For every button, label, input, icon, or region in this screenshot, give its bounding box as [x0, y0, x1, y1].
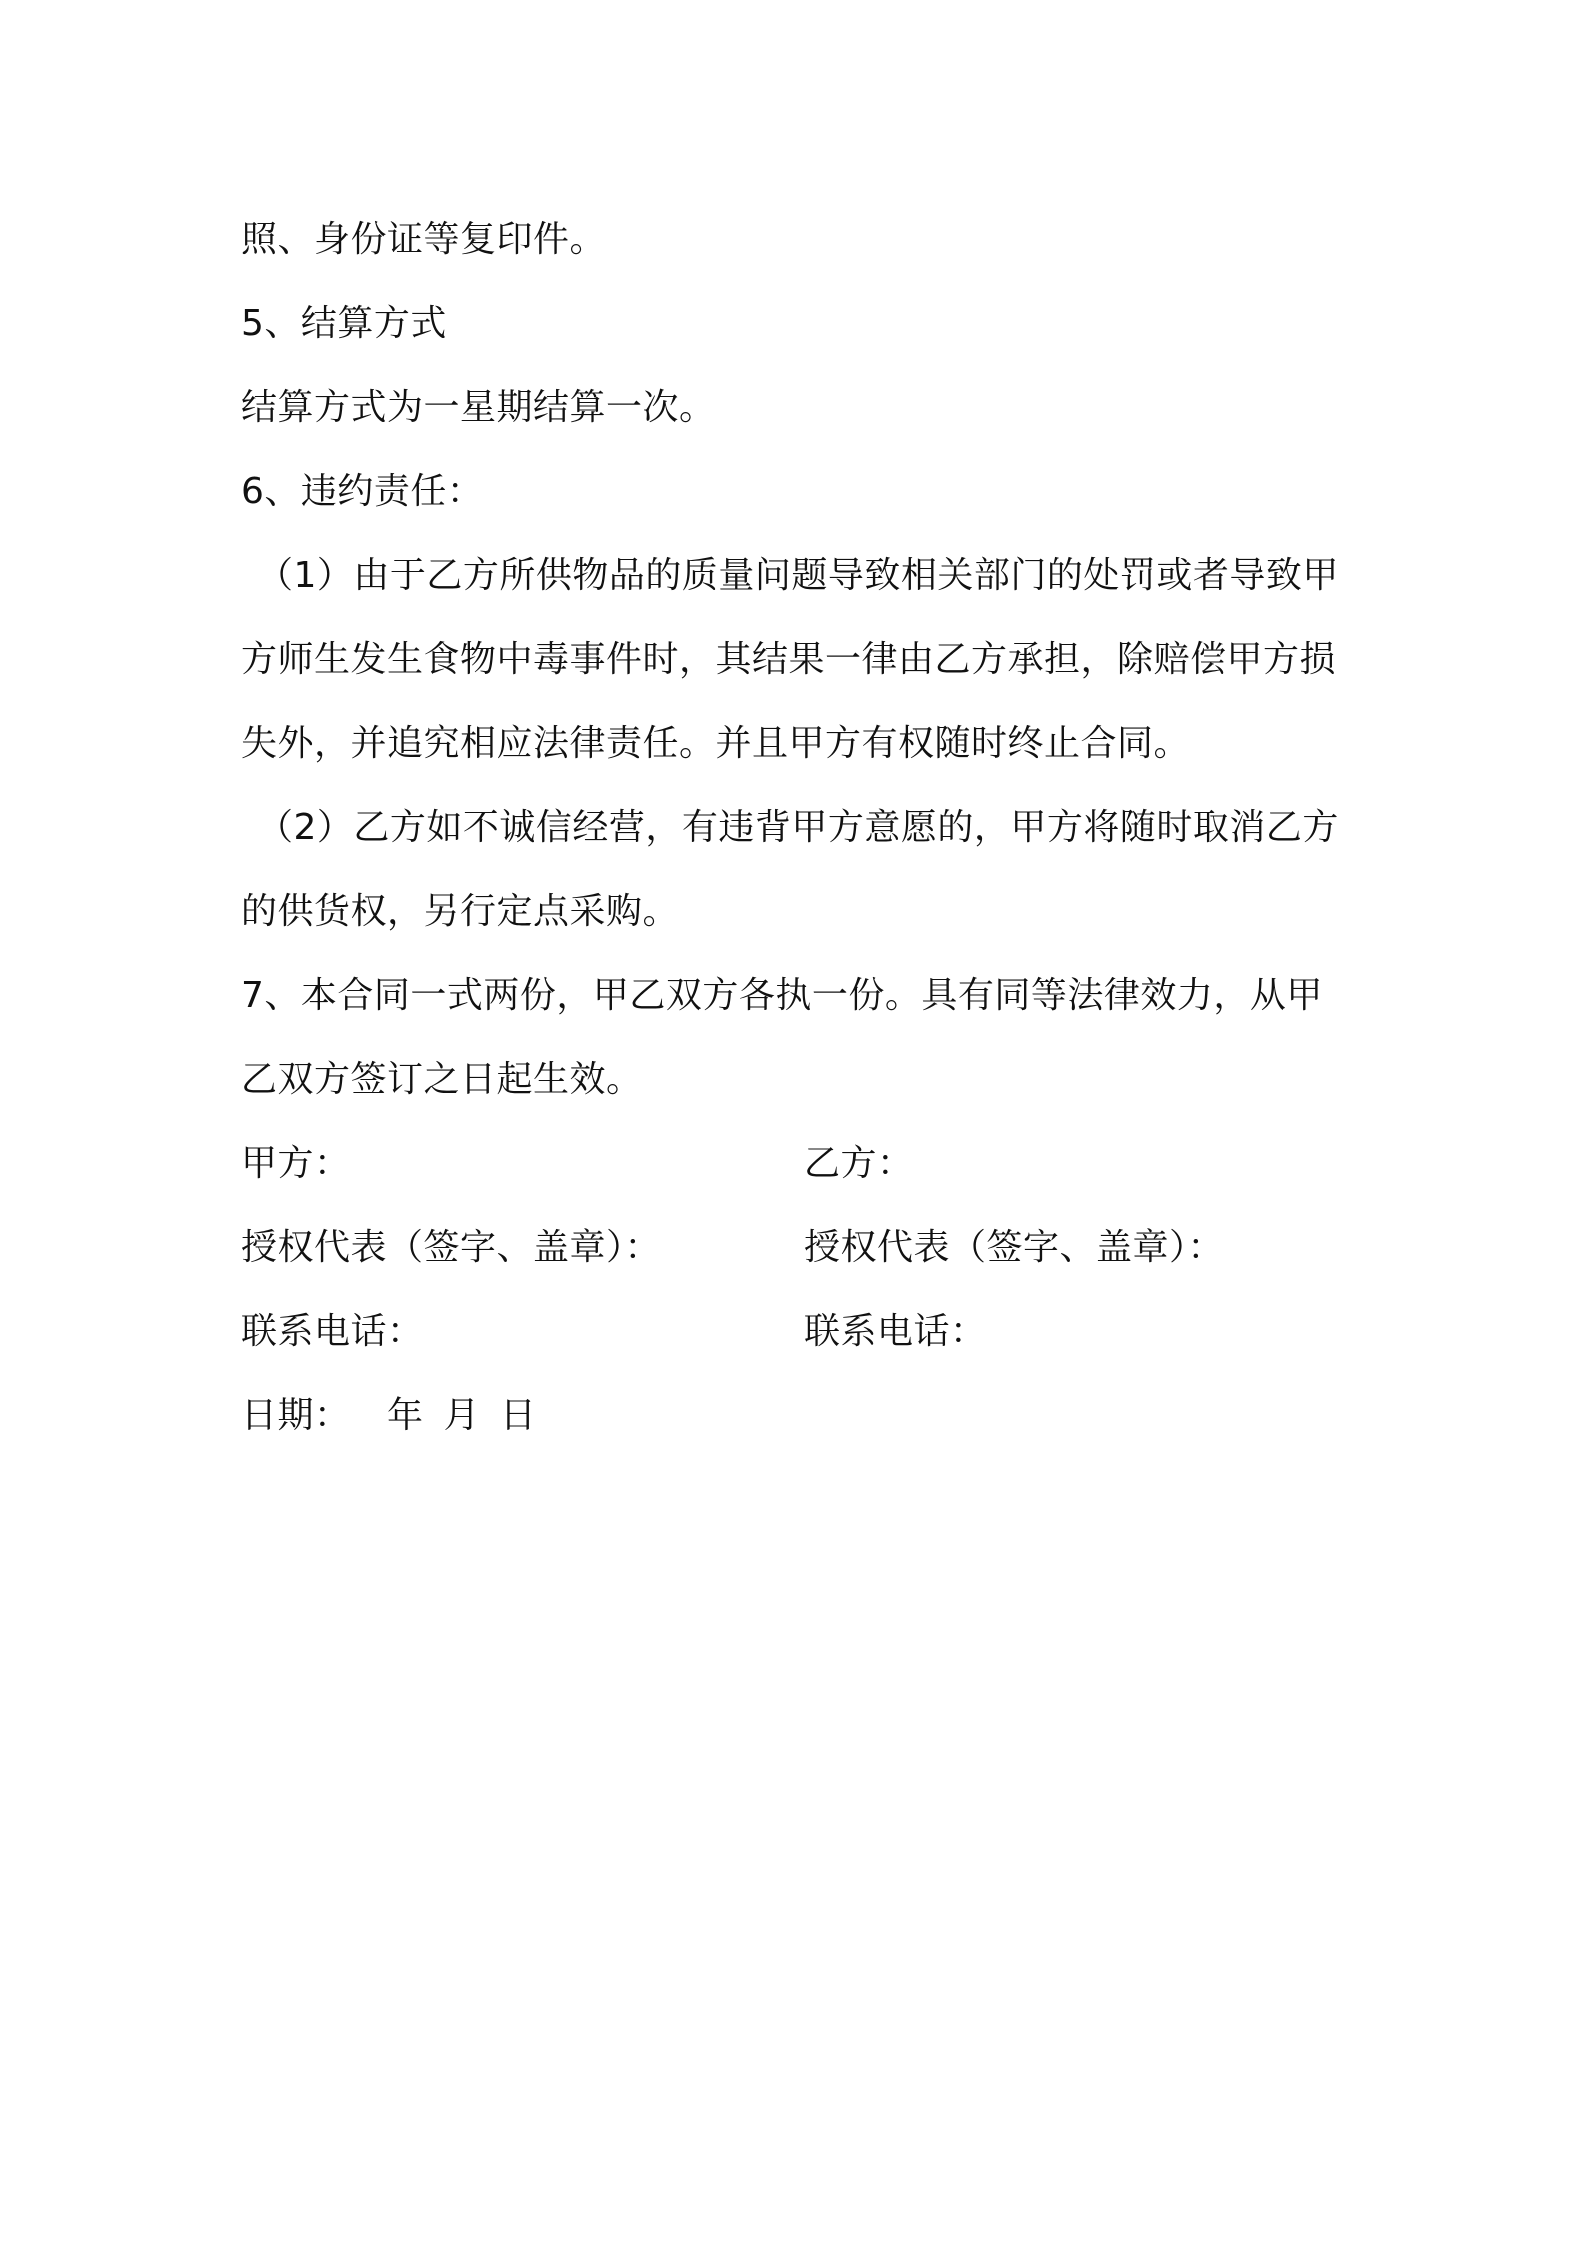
date-year: 年 [387, 1395, 424, 1436]
clause-7-line-2: 乙双方签订之日起生效。 [241, 1059, 643, 1100]
clause-1-line-3: 失外，并追究相应法律责任。并且甲方有权随时终止合同。 [241, 723, 1191, 764]
heading-settlement: 5、结算方式 [241, 303, 447, 344]
signature-rep-row [241, 1206, 1361, 1290]
party-a-phone: 联系电话： [241, 1311, 424, 1352]
party-b-representative: 授权代表（签字、盖章）： [804, 1227, 1225, 1268]
heading-liability: 6、违约责任： [241, 471, 484, 512]
clause-7-line-1: 7、本合同一式两份，甲乙双方各执一份。具有同等法律效力，从甲 [241, 975, 1323, 1016]
clause-2-line-2: 的供货权，另行定点采购。 [241, 891, 680, 932]
paragraph-id-copies: 照、身份证等复印件。 [241, 219, 607, 260]
clause-1-line-2: 方师生发生食物中毒事件时，其结果一律由乙方承担，除赔偿甲方损 [241, 639, 1337, 680]
signature-phone-row [241, 1290, 1361, 1374]
paragraph-settlement: 结算方式为一星期结算一次。 [241, 387, 716, 428]
document-body [241, 198, 1361, 1458]
party-a-label: 甲方： [241, 1143, 351, 1184]
clause-2-line-1: （2）乙方如不诚信经营，有违背甲方意愿的，甲方将随时取消乙方 [257, 807, 1339, 848]
signature-date-row [241, 1374, 1361, 1458]
date-label: 日期： [241, 1395, 351, 1436]
party-a-representative: 授权代表（签字、盖章）： [241, 1227, 662, 1268]
party-b-phone: 联系电话： [804, 1311, 987, 1352]
party-b-label: 乙方： [804, 1143, 914, 1184]
signature-party-row [241, 1122, 1361, 1206]
date-month: 月 [443, 1395, 481, 1436]
date-day: 日 [500, 1395, 537, 1436]
clause-1-line-1: （1）由于乙方所供物品的质量问题导致相关部门的处罚或者导致甲 [257, 555, 1339, 596]
